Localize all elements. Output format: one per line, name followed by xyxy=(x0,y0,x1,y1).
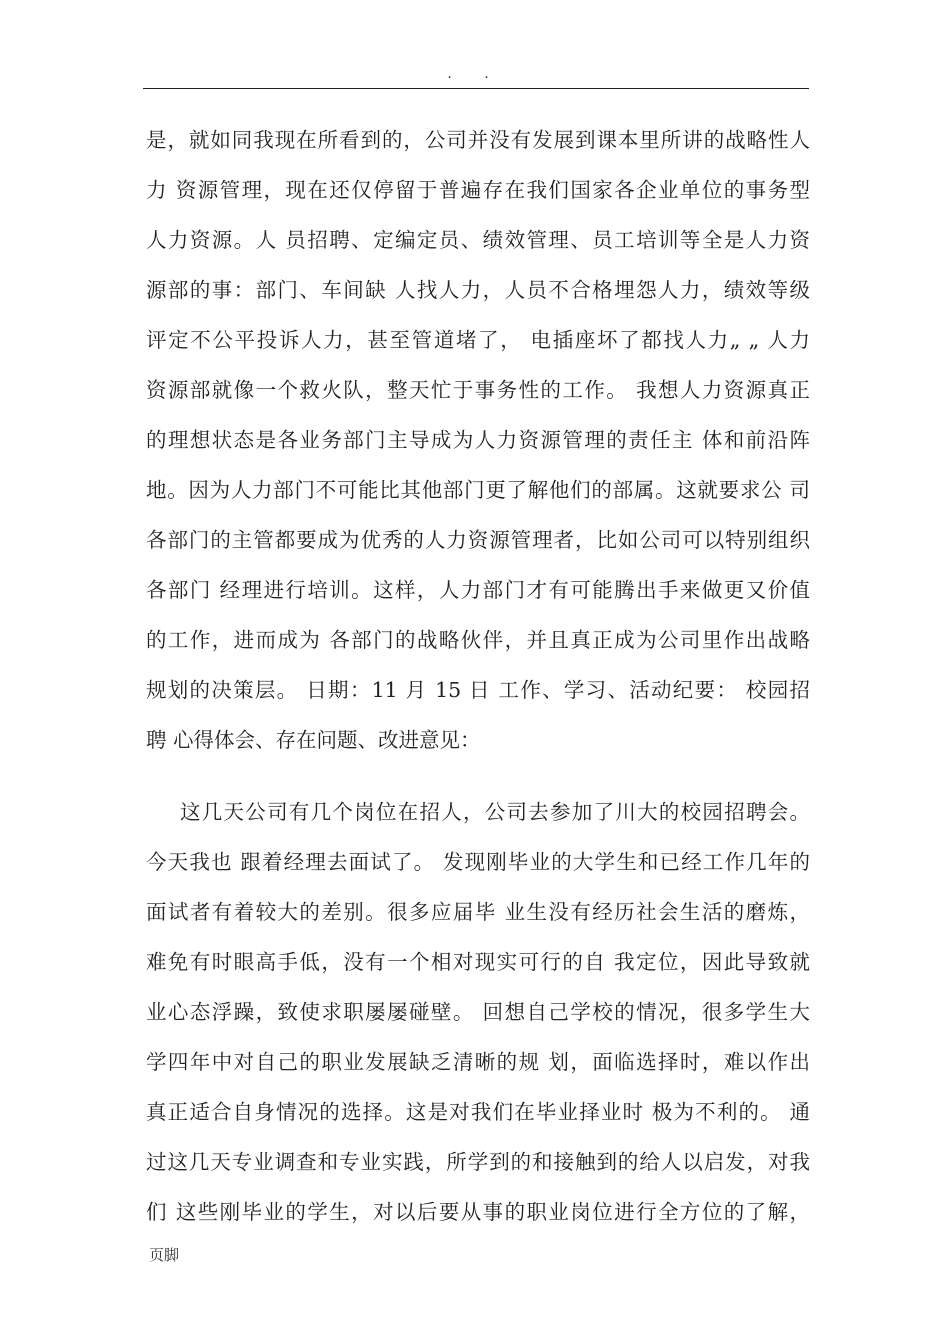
paragraph-line: 的理想状态是各业务部门主导成为人力资源管理的责任主 体和前沿阵 xyxy=(146,428,810,452)
paragraph-line: 面试者有着较大的差别。很多应届毕 业生没有经历社会生活的磨炼， xyxy=(146,900,810,924)
paragraph-line: 力 资源管理，现在还仅停留于普遍存在我们国家各企业单位的事务型 xyxy=(146,178,810,202)
paragraph-line: 业心态浮躁，致使求职屡屡碰壁。 回想自己学校的情况，很多学生大 xyxy=(146,1000,810,1024)
paragraph-line: 今天我也 跟着经理去面试了。 发现刚毕业的大学生和已经工作几年的 xyxy=(146,850,810,874)
header-rule xyxy=(143,88,809,89)
paragraph-line: 各部门的主管都要成为优秀的人力资源管理者，比如公司可以特别组织 xyxy=(146,528,810,552)
paragraph-line: 人力资源。人 员招聘、定编定员、绩效管理、员工培训等全是人力资 xyxy=(146,228,810,252)
paragraph-line: 是，就如同我现在所看到的，公司并没有发展到课本里所讲的战略性人 xyxy=(146,128,810,152)
paragraph-line: 地。因为人力部门不可能比其他部门更了解他们的部属。这就要求公 司 xyxy=(146,478,810,502)
paragraph-line: 资源部就像一个救火队，整天忙于事务性的工作。 我想人力资源真正 xyxy=(146,378,810,402)
page-header-dots: . . xyxy=(447,66,503,82)
paragraph-line: 真正适合自身情况的选择。这是对我们在毕业择业时 极为不利的。 通 xyxy=(146,1100,810,1124)
paragraph-line: 各部门 经理进行培训。这样，人力部门才有可能腾出手来做更又价值 xyxy=(146,578,810,602)
paragraph-line: 的工作，进而成为 各部门的战略伙伴，并且真正成为公司里作出战略 xyxy=(146,628,810,652)
paragraph-line: 聘 心得体会、存在问题、改进意见： xyxy=(146,728,481,752)
paragraph-line: 难免有时眼高手低，没有一个相对现实可行的自 我定位，因此导致就 xyxy=(146,950,810,974)
paragraph-line: 源部的事：部门、车间缺 人找人力，人员不合格埋怨人力，绩效等级 xyxy=(146,278,810,302)
paragraph-line: 评定不公平投诉人力，甚至管道堵了， 电插座坏了都找人力„ „ 人力 xyxy=(146,328,810,352)
paragraph-line: 规划的决策层。 日期：11 月 15 日 工作、学习、活动纪要： 校园招 xyxy=(146,678,810,702)
page-footer-label: 页脚 xyxy=(149,1246,180,1264)
paragraph-line: 过这几天专业调查和专业实践，所学到的和接触到的给人以启发，对我 xyxy=(146,1150,810,1174)
paragraph-line: 这几天公司有几个岗位在招人，公司去参加了川大的校园招聘会。 xyxy=(180,800,810,824)
paragraph-line: 们 这些刚毕业的学生，对以后要从事的职业岗位进行全方位的了解， xyxy=(146,1200,810,1224)
paragraph-line: 学四年中对自己的职业发展缺乏清晰的规 划，面临选择时，难以作出 xyxy=(146,1050,810,1074)
